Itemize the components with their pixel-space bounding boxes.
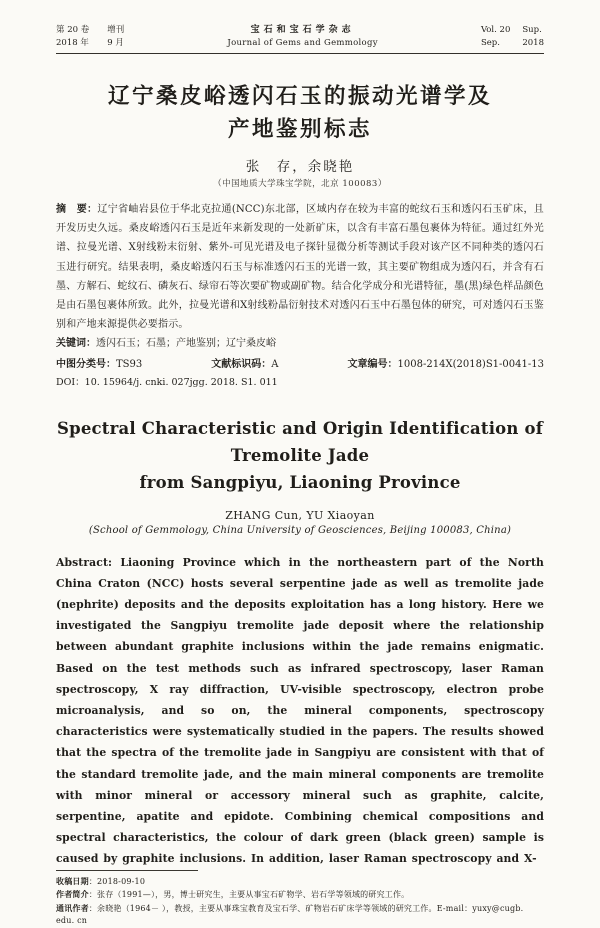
journal-name-zh: 宝石和宝石学杂志 [250,25,355,35]
running-head [56,24,544,54]
footnote-corresponding-author: 通讯作者：余晓艳（1964－ ），教授，主要从事珠宝教育及宝石学、矿物岩石矿床学等领域的研究工作。E-mail：yuxy@cugb. edu. cn [56,902,524,926]
volume-label-zh: 第 20 卷 [56,25,90,35]
volume-label-en: Vol. 20 [480,25,511,35]
abstract-text-zh: 辽宁省岫岩县位于华北克拉通(NCC)东北部，区域内存在较为丰富的蛇纹石玉和透闪石玉矿床，且开发历史久远。桑皮峪透闪石玉是近年来新发现的一处新矿床，以含有丰富石墨包裹体为特征。通过红外光谱、拉曼光谱、X射线粉末衍射、紫外-可见光谱及电子探针显微分析等测试手段对该产区不同种类的透闪石玉进行研究。结果表明，桑皮峪透闪石玉与标准透闪石玉的光谱一致，其主要矿物组成为透闪石，并含有石墨、方解石、蛇纹石、磷灰石、绿帘石等次要矿物或副矿物。结合化学成分和光谱特征，墨(黑)绿色样品颜色是由石墨包裹体所致。此外，拉曼光谱和X射线粉晶衍射技术对透闪石玉中石墨包体的研究，可对透闪石玉鉴别和产地来源提供必要指示。 [56,204,544,331]
paper-title-zh-line1: 辽宁桑皮峪透闪石玉的振动光谱学及 [107,84,492,108]
running-head-right [481,24,544,50]
classification-row [56,356,544,374]
footnote-rule [56,870,198,871]
paper-title-zh-line2: 产地鉴别标志 [227,117,372,141]
year-label-zh: 2018 年 [56,38,89,48]
running-head-center [227,24,377,50]
affiliation-en: (School of Gemmology, China University of Geosciences, Beijing 100083, China) [88,524,512,536]
paper-title-zh [56,80,544,146]
year-label-en: 2018 [522,38,544,48]
clc-number: 中图分类号：TS93 [56,358,143,370]
authors-en: ZHANG Cun, YU Xiaoyan [225,508,375,522]
keywords-text: 透闪石玉；石墨；产地鉴别；辽宁桑皮峪 [96,338,276,350]
issue-label-zh: 增刊 [107,25,125,35]
month-label-zh: 9 月 [107,38,124,48]
article-id: 文章编号：1008-214X(2018)S1-0041-13 [347,358,544,370]
issue-label-en: Sup. [522,25,542,35]
abstract-zh [56,200,544,334]
abstract-label-en: Abstract: [56,555,113,569]
paper-title-en-line2: from Sangpiyu, Liaoning Province [139,472,461,492]
footnote-block [56,870,544,928]
authors-zh: 张 存，余晓艳 [245,159,355,175]
month-label-en: Sep. [480,38,500,48]
doi-line: DOI：10. 15964/j. cnki. 027jgg. 2018. S1. 011 [56,376,278,388]
journal-name-en: Journal of Gems and Gemmology [227,38,378,48]
paper-title-en [56,415,544,496]
keywords-line [56,334,544,353]
keywords-label: 关键词： [56,338,96,350]
affiliation-zh: （中国地质大学珠宝学院，北京 100083） [213,179,387,189]
footnote-author-bio: 作者简介：张存（1991—），男，博士研究生，主要从事宝石矿物学、岩石学等领域的研究工作。 [56,889,410,900]
running-head-left [56,24,124,50]
document-code: 文献标识码：A [211,358,279,370]
footnote-received: 收稿日期：2018-09-10 [56,875,146,886]
abstract-en [56,552,544,870]
abstract-label-zh: 摘 要： [56,204,98,215]
paper-title-en-line1: Spectral Characteristic and Origin Identification of Tremolite Jade [56,418,544,465]
abstract-text-en: Liaoning Province which in the northeastern part of the North China Craton (NCC) hosts several serpentine jade as well as tremolite jade (nephrite) deposits and the deposits exploitation has a long history. Here we investigated the Sangpiyu tremolite jade deposit where the relationship between abundant graphite inclusions within the jade remains enigmatic. Based on the test methods such as infrared spectroscopy, laser Raman spectroscopy, X ray diffraction, UV-visible spectroscopy, electron probe microanalysis, and so on, the mineral components, spectroscopy characteristics were systematically studied in the papers. The results showed that the spectra of the tremolite jade in Sangpiyu are consistent with that of the standard tremolite jade, and the main mineral components are tremolite with minor mineral or accessory mineral such as graphite, calcite, serpentine, apatite and epidote. Combining chemical compositions and spectral characteristics, the colour of dark green (black green) sample is caused by graphite inclusions. In addition, laser Raman spectroscopy and X- [56,555,544,866]
